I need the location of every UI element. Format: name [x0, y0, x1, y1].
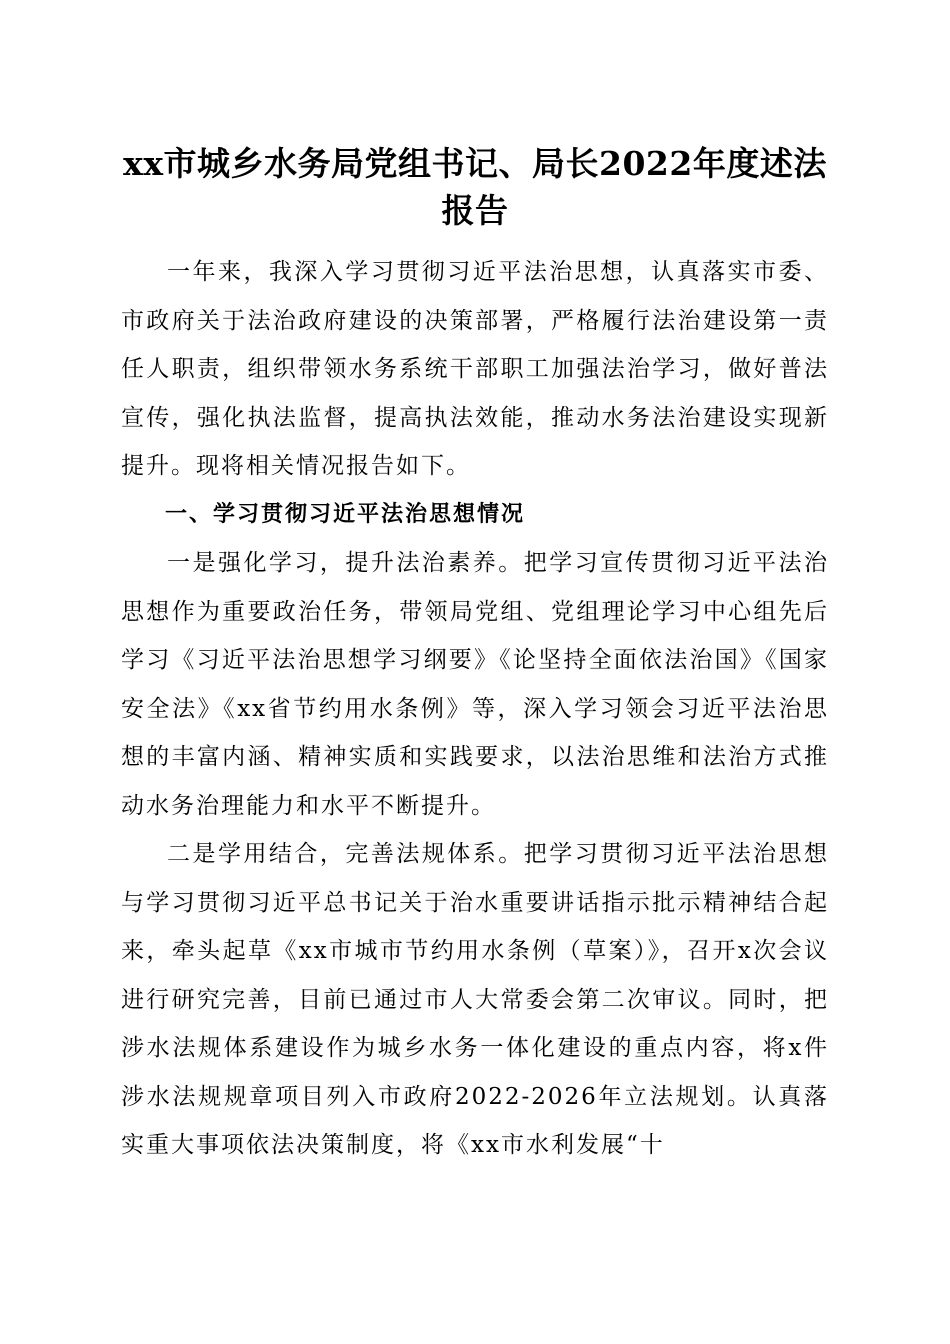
paragraph-2-body: 把学习贯彻习近平法治思想与学习贯彻习近平总书记关于治水重要讲话指示批示精神结合起来，牵头起草《xx市城市节约用水条例（草案）》，召开x次会议进行研究完善，目前已通过市人大常委会第二次审议。同时，把涉水法规体系建设作为城乡水务一体化建设的重点内容，将x件涉水法规规章项目列入市政府2022-2026年立法规划。认真落实重大事项依法决策制度，将《xx市水利发展“十 — [121, 841, 830, 1158]
paragraph-1-body: 把学习宣传贯彻习近平法治思想作为重要政治任务，带领局党组、党组理论学习中心组先后学习《习近平法治思想学习纲要》《论坚持全面依法治国》《国家安全法》《xx省节约用水条例》等，深入学习领会习近平法治思想的丰富内涵、精神实质和实践要求，以法治思维和法治方式推动水务治理能力和水平不断提升。 — [121, 550, 830, 819]
section-heading: 一、学习贯彻习近平法治思想情况 — [165, 501, 526, 527]
document-body — [121, 248, 829, 1170]
paragraph-1 — [121, 539, 829, 830]
document-title: xx市城乡水务局党组书记、局长2022年度述法报告 — [123, 144, 827, 230]
paragraph-2 — [121, 830, 829, 1170]
paragraph-2-lead: 二是学用结合，完善法规体系。 — [167, 841, 524, 867]
intro-paragraph: 一年来，我深入学习贯彻习近平法治思想，认真落实市委、市政府关于法治政府建设的决策部署，严格履行法治建设第一责任人职责，组织带领水务系统干部职工加强法治学习，做好普法宣传，强化执法监督，提高执法效能，推动水务法治建设实现新提升。现将相关情况报告如下。 — [121, 259, 829, 479]
paragraph-1-lead: 一是强化学习，提升法治素养。 — [167, 550, 524, 576]
